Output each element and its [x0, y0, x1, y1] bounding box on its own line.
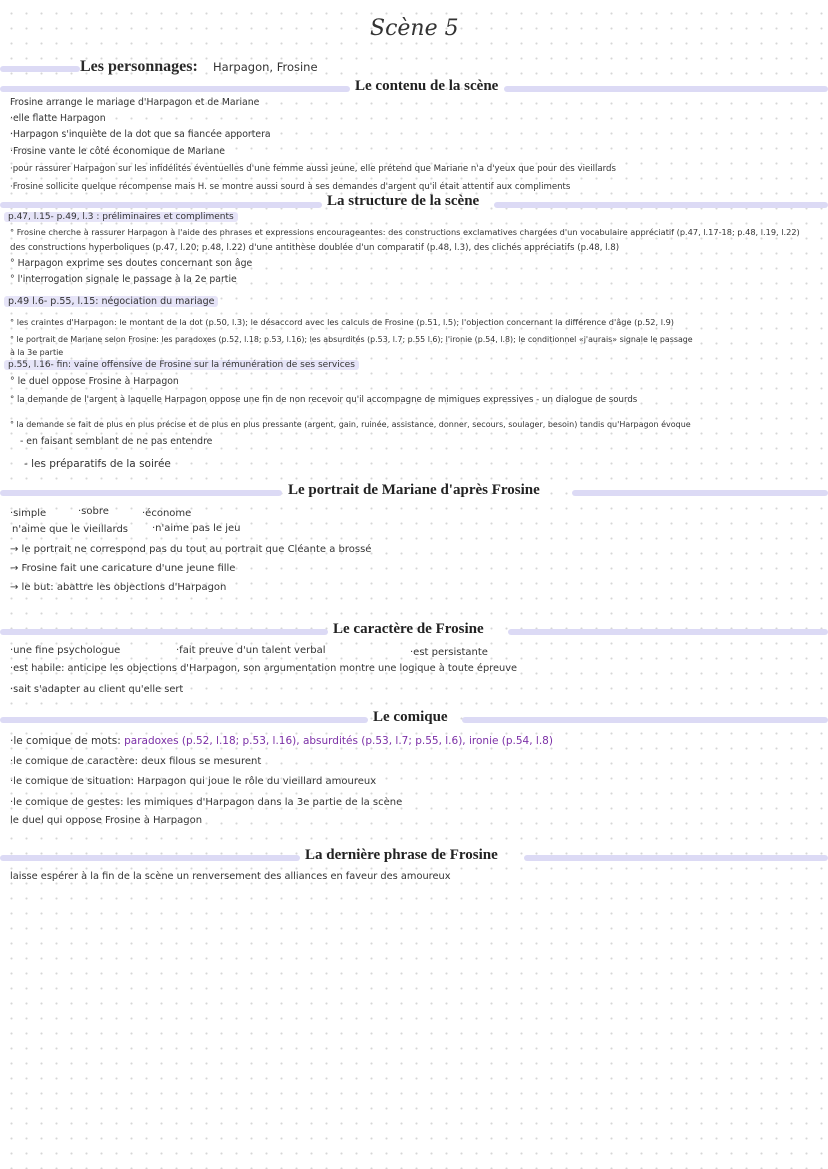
characters-value: Harpagon, Frosine — [213, 60, 318, 74]
comique-mots-prefix: ·le comique de mots: — [10, 735, 121, 747]
heading-highlight — [0, 717, 368, 723]
heading-highlight — [504, 86, 828, 92]
comique-paradoxes: paradoxes (p.52, l.18; p.53, l.16), — [124, 735, 300, 747]
portrait-trait: n'aime que le vieillards — [12, 524, 128, 535]
content-line: ·pour rassurer Harpagon sur les infidélités éventuelles d'une femme aussi jeune, elle prétend que Mariane n'a d'yeux que pour des vieillards — [10, 164, 616, 174]
content-line: ·Harpagon s'inquiète de la dot que sa fiancée apportera — [10, 129, 271, 140]
structure-line: ° le portrait de Mariane selon Frosine: les paradoxes (p.52, l.18; p.53, l.16); les absurdités (p.53, l.7; p.55 l.6); l'ironie (p.54, l.8); le conditionnel «j'aurais» signale le passage — [10, 335, 693, 344]
structure-line: à la 3e partie — [10, 348, 64, 357]
heading-highlight — [0, 66, 80, 72]
portrait-trait: ·économe — [142, 508, 192, 519]
heading-highlight — [494, 202, 828, 208]
comique-ironie: ironie (p.54, l.8) — [468, 735, 553, 747]
section-heading-comique: Le comique — [373, 709, 448, 725]
portrait-line: → le but: abattre les objections d'Harpagon — [10, 582, 227, 593]
heading-highlight — [508, 629, 828, 635]
portrait-line: → Frosine fait une caricature d'une jeune fille — [10, 563, 236, 574]
caractere-trait: ·une fine psychologue — [10, 645, 121, 656]
section-heading-derniere: La dernière phrase de Frosine — [305, 847, 498, 863]
heading-highlight — [0, 490, 282, 496]
heading-highlight — [0, 86, 350, 92]
content-line: Frosine arrange le mariage d'Harpagon et de Mariane — [10, 97, 260, 108]
section-heading-structure: La structure de la scène — [327, 193, 480, 209]
heading-highlight — [0, 202, 322, 208]
section-heading-contenu: Le contenu de la scène — [355, 78, 499, 94]
comique-absurdites: absurdités (p.53, l.7; p.55, l.6), — [302, 735, 466, 747]
heading-highlight — [524, 855, 828, 861]
heading-highlight — [462, 717, 828, 723]
portrait-trait: ·n'aime pas le jeu — [152, 523, 241, 534]
heading-highlight — [0, 629, 328, 635]
comique-line: ·le comique de situation: Harpagon qui joue le rôle du vieillard amoureux — [10, 776, 377, 787]
section-heading-portrait: Le portrait de Mariane d'après Frosine — [288, 482, 540, 498]
structure-line: - les préparatifs de la soirée — [24, 458, 171, 470]
structure-line: - en faisant semblant de ne pas entendre — [20, 436, 213, 447]
structure-line: ° Harpagon exprime ses doutes concernant son âge — [10, 258, 253, 269]
structure-part-1: p.47, l.15- p.49, l.3 : préliminaires et compliments — [4, 212, 238, 222]
portrait-line: → le portrait ne correspond pas du tout au portrait que Cléante a brossé — [10, 544, 372, 555]
section-heading-caractere: Le caractère de Frosine — [333, 621, 484, 637]
comique-mots-line — [10, 734, 553, 748]
caractere-line: ·sait s'adapter au client qu'elle sert — [10, 684, 184, 695]
caractere-trait: ·est persistante — [410, 647, 488, 658]
structure-line: ° l'interrogation signale le passage à la 2e partie — [10, 274, 237, 285]
structure-part-3: p.55, l.16- fin: vaine offensive de Frosine sur la rémunération de ses services — [4, 360, 359, 370]
structure-line: ° Frosine cherche à rassurer Harpagon à l'aide des phrases et expressions encourageantes: des constructions exclamatives chargées d'un vocabulaire appréciatif (p.47, l.17-18; p.48, l.19, l.22) — [10, 227, 800, 237]
content-line: ·Frosine sollicite quelque récompense mais H. se montre aussi sourd à ses demandes d'argent qu'il était attentif aux compliments — [10, 182, 571, 192]
content-line: ·elle flatte Harpagon — [10, 113, 106, 124]
heading-highlight — [572, 490, 828, 496]
structure-line: ° la demande se fait de plus en plus précise et de plus en plus pressante (argent, gain, ruinée, assistance, donner, secours, soulager, besoin) tandis qu'Harpagon évoque — [10, 420, 691, 429]
structure-line: ° la demande de l'argent à laquelle Harpagon oppose une fin de non recevoir qu'il accompagne de mimiques expressives - un dialogue de sourds — [10, 395, 638, 405]
characters-label: Les personnages: — [80, 58, 198, 75]
structure-line: ° les craintes d'Harpagon: le montant de la dot (p.50, l.3); le désaccord avec les calculs de Frosine (p.51, l.5); l'objection concernant la différence d'âge (p.52, l.9) — [10, 317, 674, 327]
structure-line: des constructions hyperboliques (p.47, l.20; p.48, l.22) d'une antithèse doublée d'un comparatif (p.48, l.3), des clichés appréciatifs (p.48, l.8) — [10, 243, 620, 253]
caractere-line: ·est habile: anticipe les objections d'Harpagon, son argumentation montre une logique à toute épreuve — [10, 663, 518, 674]
heading-highlight — [0, 855, 300, 861]
comique-line: ·le comique de caractère: deux filous se mesurent — [10, 756, 262, 767]
comique-line: ·le comique de gestes: les mimiques d'Harpagon dans la 3e partie de la scène — [10, 797, 403, 808]
derniere-line: laisse espérer à la fin de la scène un renversement des alliances en faveur des amoureux — [10, 871, 451, 882]
structure-part-2: p.49 l.6- p.55, l.15: négociation du mariage — [4, 296, 218, 307]
structure-line: ° le duel oppose Frosine à Harpagon — [10, 376, 179, 387]
portrait-trait: ·sobre — [78, 506, 109, 517]
content-line: ·Frosine vante le côté économique de Mariane — [10, 146, 225, 157]
portrait-trait: ·simple — [10, 508, 47, 519]
page-title: Scène 5 — [370, 16, 459, 41]
comique-line: le duel qui oppose Frosine à Harpagon — [10, 815, 203, 826]
caractere-trait: ·fait preuve d'un talent verbal — [176, 645, 326, 656]
